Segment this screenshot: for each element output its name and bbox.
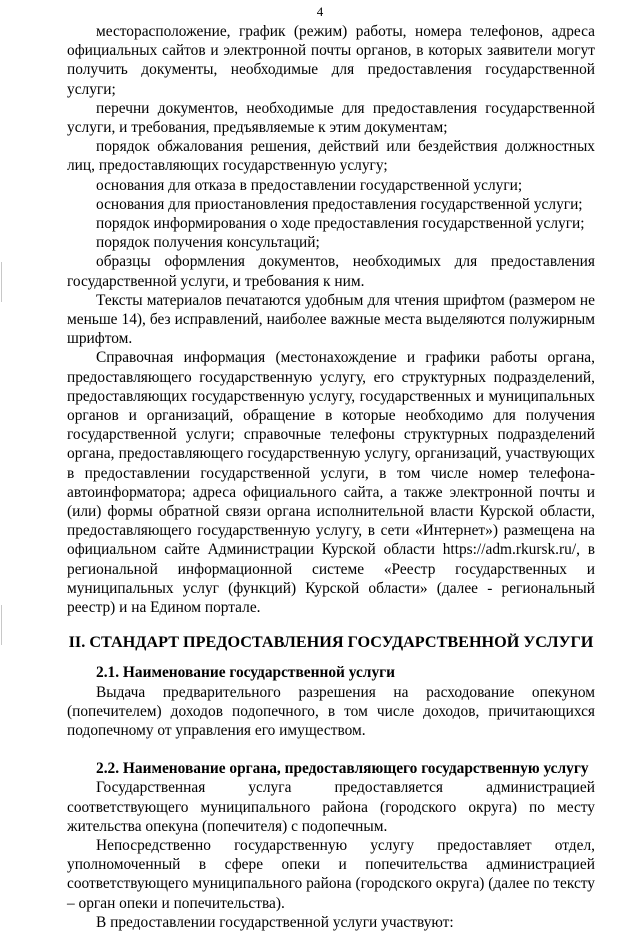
margin-mark xyxy=(1,605,2,645)
margin-mark xyxy=(1,262,2,302)
paragraph: образцы оформления документов, необходимых для предоставления государственной услуги, и требования к ним. xyxy=(67,253,595,290)
paragraph: основания для отказа в предоставлении государственной услуги; xyxy=(96,176,523,194)
paragraph: Справочная информация (местонахождение и графики работы органа, предоставляющего государственную услугу, его структурных подразделений, предоставляющих государственную услугу, государственных и муниципальных органов и организаций, обращение в которые необходимо для получения государственной услуги; справочные телефоны структурных подразделений органа, предоставляющего государственную услугу, организаций, участвующих в предоставлении государственной услуги, в том числе номер телефона-автоинформатора; адреса официального сайта, а также электронной почты и (или) формы обратной связи органа исполнительной власти Курской области, предоставляющего государственную услугу, в сети «Интернет») размещена на официальном сайте Администрации Курской области https://adm.rkursk.ru/, в региональной информационной системе «Реестр государственных и муниципальных услуг (функций) Курской области» (далее - региональный реестр) и на Едином портале. xyxy=(67,349,595,617)
subsection-title: 2.2. Наименование органа, предоставляющего государственную услугу xyxy=(96,760,589,778)
paragraph: порядок обжалования решения, действий или бездействия должностных лиц, предоставляющих государственную услугу; xyxy=(67,138,595,175)
page-number: 4 xyxy=(316,4,324,19)
subsection-title: 2.1. Наименование государственной услуги xyxy=(96,664,395,682)
section-title: II. СТАНДАРТ ПРЕДОСТАВЛЕНИЯ ГОСУДАРСТВЕННОЙ УСЛУГИ xyxy=(68,633,594,652)
spacer xyxy=(67,740,595,759)
paragraph: порядок получения консультаций; xyxy=(96,234,320,252)
paragraph: порядок информирования о ходе предоставления государственной услуги; xyxy=(96,215,585,233)
document-body xyxy=(67,22,595,932)
paragraph: Непосредственно государственную услугу предоставляет отдел, уполномоченный в сфере опеки и попечительства администрацией соответствующего муниципального района (городского округа) (далее по тексту – орган опеки и попечительства). xyxy=(67,836,595,912)
paragraph: месторасположение, график (режим) работы, номера телефонов, адреса официальных сайтов и электронной почты органов, в которых заявители могут получить документы, необходимые для предоставления государственной услуги; xyxy=(67,23,595,98)
paragraph: Выдача предварительного разрешения на расходование опекуном (попечителем) доходов подопечного, в том числе доходов, причитающихся подопечному от управления его имуществом. xyxy=(67,683,595,739)
paragraph: перечни документов, необходимые для предоставления государственной услуги, и требования, предъявляемые к этим документам; xyxy=(67,99,595,137)
paragraph: Государственная услуга предоставляется администрацией соответствующего муниципального района (городского округа) по месту жительства опекуна (попечителя) с подопечным. xyxy=(67,779,595,835)
paragraph: основания для приостановления предоставления государственной услуги; xyxy=(96,195,583,213)
paragraph: В предоставлении государственной услуги участвуют: xyxy=(96,913,454,931)
paragraph: Тексты материалов печатаются удобным для чтения шрифтом (размером не меньше 14), без исправлений, наиболее важные места выделяются полужирным шрифтом. xyxy=(67,291,595,348)
